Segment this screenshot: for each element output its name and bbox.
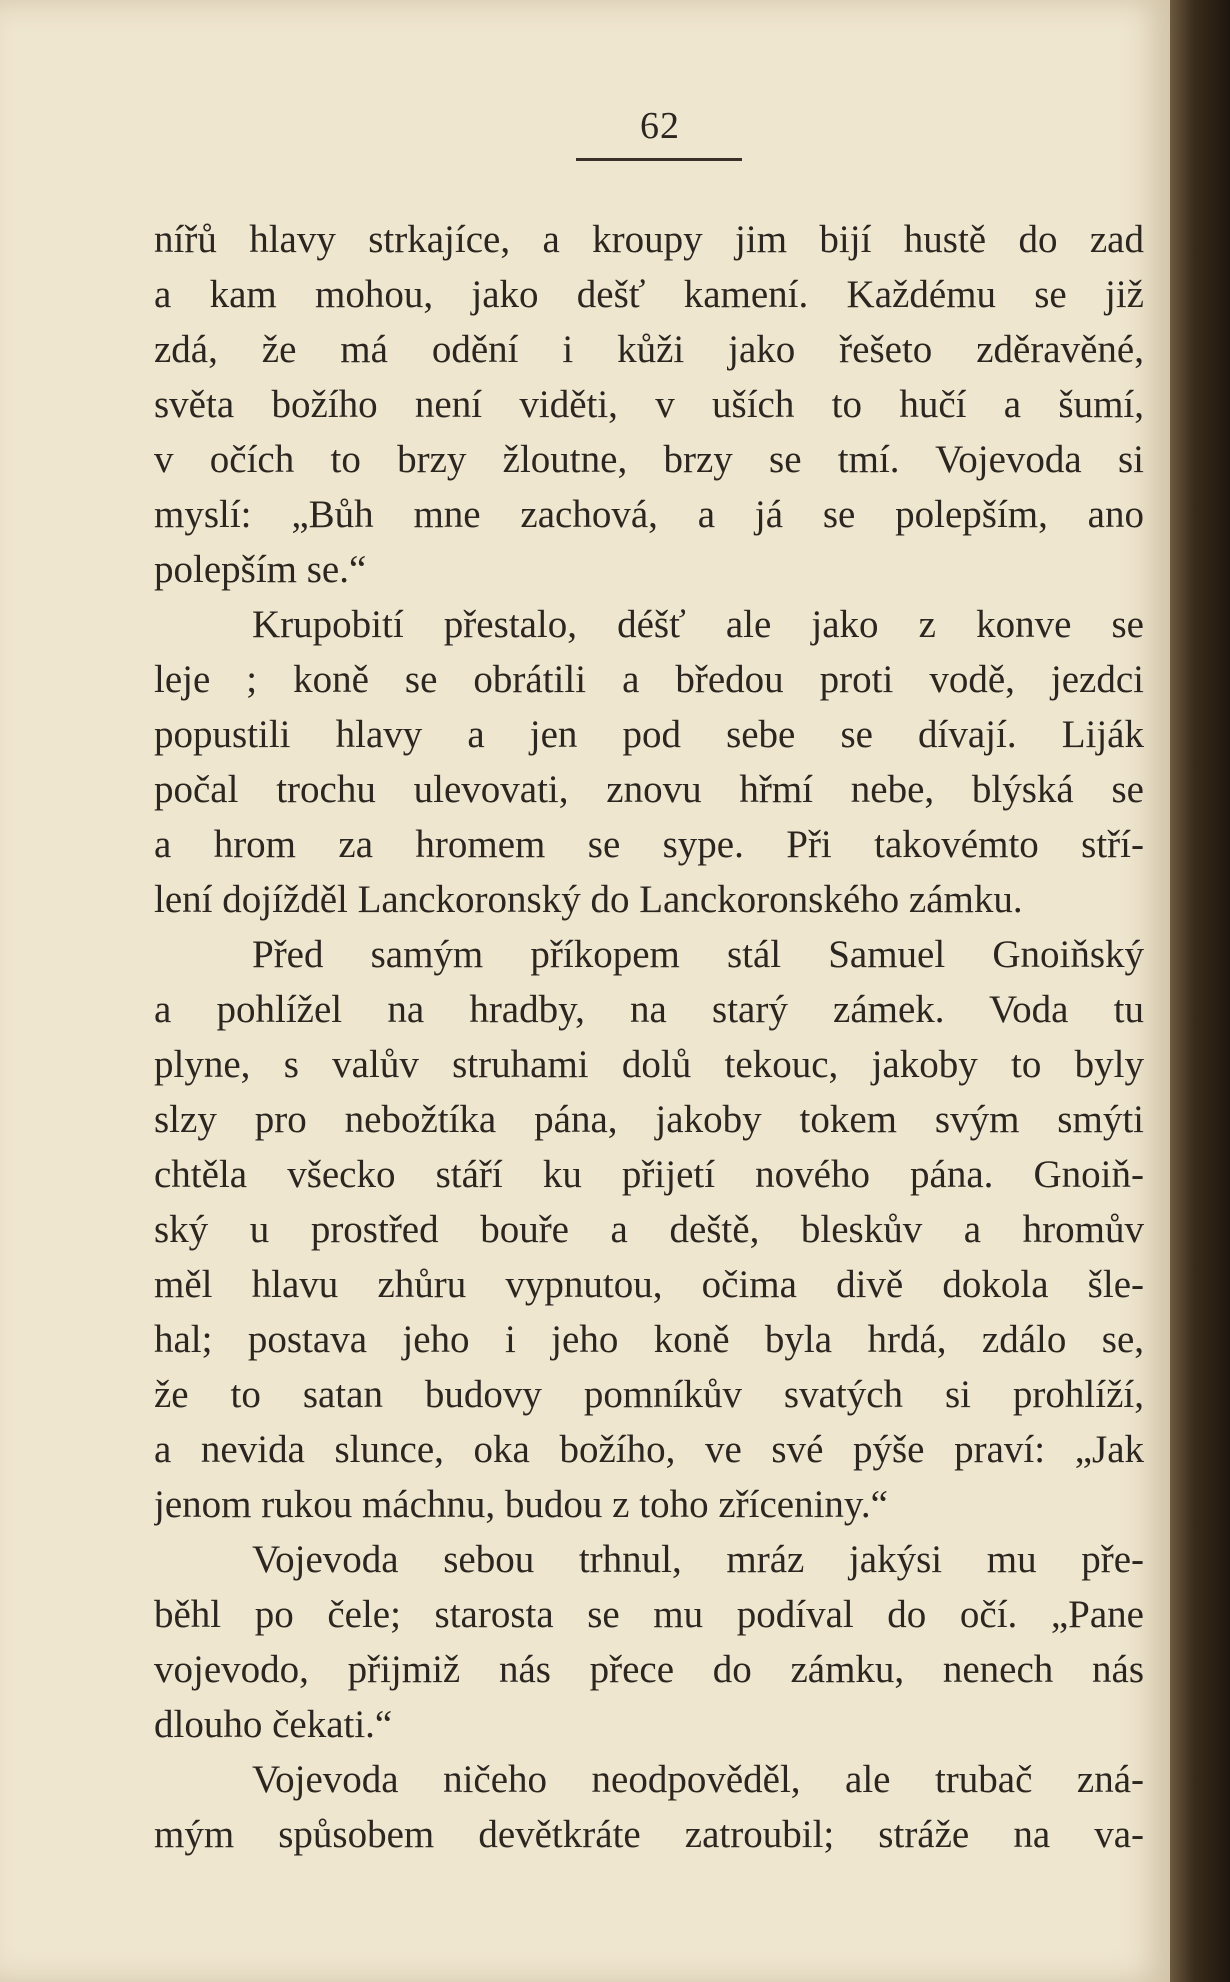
text-line: zdá, že má odění i kůži jako řešeto zděravěné, bbox=[154, 328, 1144, 371]
text-line: běhl po čele; starosta se mu podíval do očí. „Pane bbox=[154, 1593, 1144, 1636]
text-line: Vojevoda ničeho neodpověděl, ale trubač zná- bbox=[252, 1758, 1144, 1801]
text-line: dlouho čekati.“ bbox=[154, 1703, 393, 1746]
text-line: Vojevoda sebou trhnul, mráz jakýsi mu pře- bbox=[252, 1538, 1144, 1581]
text-line: a hrom za hromem se sype. Při takovémto stří- bbox=[154, 823, 1144, 866]
body-text bbox=[154, 212, 1144, 1862]
text-line: a kam mohou, jako dešť kamení. Každému se již bbox=[154, 273, 1144, 316]
text-line: vojevodo, přijmiž nás přece do zámku, nenech nás bbox=[154, 1648, 1144, 1691]
text-line: hal; postava jeho i jeho koně byla hrdá, zdálo se, bbox=[154, 1318, 1144, 1361]
page-number: 62 bbox=[640, 105, 680, 147]
text-line: slzy pro nebožtíka pána, jakoby tokem svým smýti bbox=[154, 1098, 1144, 1141]
text-line: a pohlížel na hradby, na starý zámek. Voda tu bbox=[154, 988, 1144, 1031]
text-line: ský u prostřed bouře a deště, bleskův a hromův bbox=[154, 1208, 1144, 1251]
text-line: v očích to brzy žloutne, brzy se tmí. Vojevoda si bbox=[154, 438, 1144, 481]
text-line: lení dojížděl Lanckoronský do Lanckoronského zámku. bbox=[154, 878, 1023, 921]
text-line: polepším se.“ bbox=[154, 548, 367, 591]
text-line: chtěla všecko stáří ku přijetí nového pána. Gnoiň- bbox=[154, 1153, 1144, 1196]
header-rule bbox=[576, 158, 742, 161]
text-line: měl hlavu zhůru vypnutou, očima divě dokola šle- bbox=[154, 1263, 1144, 1306]
text-line: myslí: „Bůh mne zachová, a já se polepším, ano bbox=[154, 493, 1144, 536]
book-spine bbox=[1170, 0, 1230, 1982]
text-line: leje ; koně se obrátili a bředou proti vodě, jezdci bbox=[154, 658, 1144, 701]
text-line: Před samým příkopem stál Samuel Gnoiňský bbox=[252, 933, 1144, 976]
text-line: mým spůsobem devětkráte zatroubil; stráže na va- bbox=[154, 1813, 1144, 1856]
text-line: plyne, s valův struhami dolů tekouc, jakoby to byly bbox=[154, 1043, 1144, 1086]
text-line: popustili hlavy a jen pod sebe se dívají. Liják bbox=[154, 713, 1144, 756]
text-line: a nevida slunce, oka božího, ve své pýše praví: „Jak bbox=[154, 1428, 1144, 1471]
text-line: světa božího není viděti, v uších to hučí a šumí, bbox=[154, 383, 1144, 426]
text-line: nířů hlavy strkajíce, a kroupy jim bijí hustě do zad bbox=[154, 218, 1144, 261]
text-line: Krupobití přestalo, déšť ale jako z konve se bbox=[252, 603, 1144, 646]
text-line: počal trochu ulevovati, znovu hřmí nebe, blýská se bbox=[154, 768, 1144, 811]
text-line: že to satan budovy pomníkův svatých si prohlíží, bbox=[154, 1373, 1144, 1416]
text-line: jenom rukou máchnu, budou z toho zříceniny.“ bbox=[154, 1483, 888, 1526]
